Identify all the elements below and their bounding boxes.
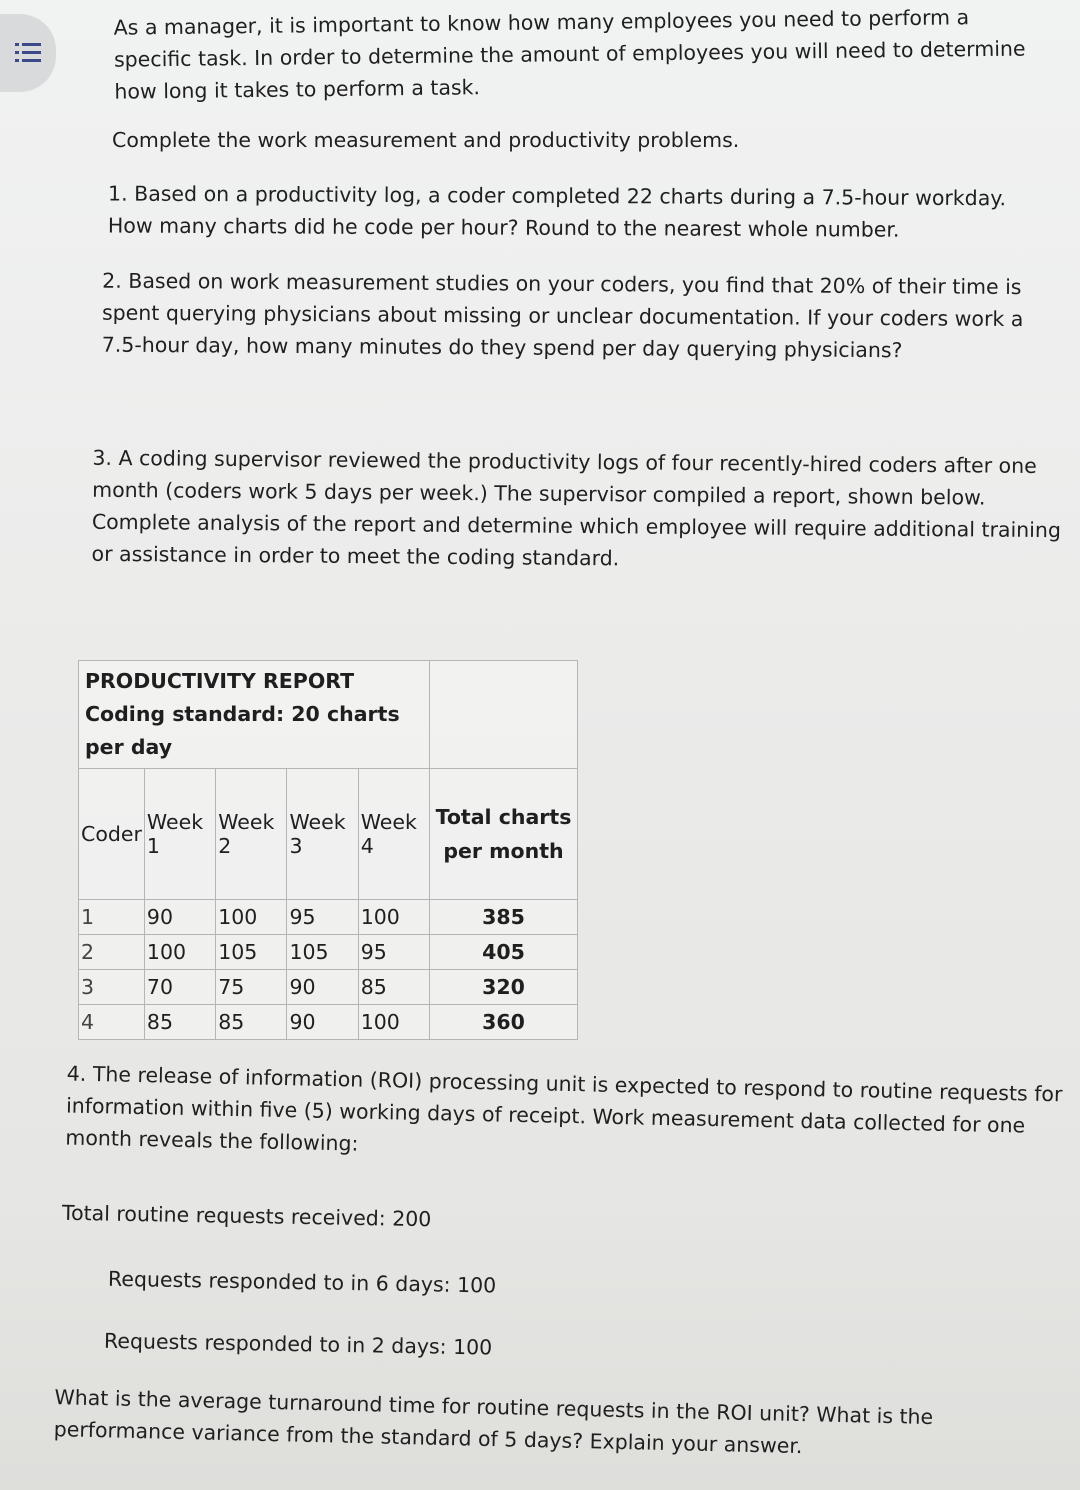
week-cell: 85 [144,1005,215,1040]
week-cell: 105 [216,935,287,970]
menu-button[interactable] [0,14,56,92]
week-cell: 90 [287,1005,358,1040]
report-title: PRODUCTIVITY REPORT [85,669,355,693]
week-cell: 95 [358,935,429,970]
requests-2-days-text: Requests responded to in 2 days: 100 [103,1328,493,1360]
report-header [79,661,430,769]
col-header-week-3: Week 3 [287,769,358,900]
week-cell: 75 [216,970,287,1005]
col-header-total: Total charts per month [429,769,577,900]
coder-cell: 1 [79,900,145,935]
question-2: 2. Based on work measurement studies on your coders, you find that 20% of their time is spent querying physicians about missing or unclear documentation. If your coders work a 7.5-hour day, how many minutes do they spend per day querying physicians? [101,268,1024,363]
week-cell: 100 [216,900,287,935]
list-menu-icon [15,42,41,64]
intro-paragraph: As a manager, it is important to know how many employees you need to perform a specific task. In order to determine the amount of employees you will need to determine how long it takes to perform a task. [113,5,1026,104]
col-header-coder: Coder [79,769,145,900]
week-cell: 100 [358,1005,429,1040]
coder-cell: 2 [79,935,145,970]
question-4: 4. The release of information (ROI) processing unit is expected to respond to routine requests for information within five (5) working days of receipt. Work measurement data collected for one month reveals the following: [65,1061,1063,1156]
col-header-week-2: Week 2 [216,769,287,900]
coder-cell: 4 [79,1005,145,1040]
col-header-week-4: Week 4 [358,769,429,900]
week-cell: 90 [144,900,215,935]
table-row [79,970,578,1005]
total-requests-text: Total routine requests received: 200 [61,1200,432,1232]
week-cell: 90 [287,970,358,1005]
week-cell: 85 [216,1005,287,1040]
week-cell: 85 [358,970,429,1005]
week-cell: 95 [287,900,358,935]
table-row [79,1005,578,1040]
question-1: 1. Based on a productivity log, a coder completed 22 charts during a 7.5-hour workday. How many charts did he code per hour? Round to the nearest whole number. [107,181,1007,242]
coder-cell: 3 [79,970,145,1005]
productivity-report-table [78,660,578,1040]
instruction-text: Complete the work measurement and productivity problems. [112,128,740,152]
total-cell: 385 [429,900,577,935]
total-cell: 320 [429,970,577,1005]
table-row [79,900,578,935]
week-cell: 100 [144,935,215,970]
requests-6-days-text: Requests responded to in 6 days: 100 [107,1266,497,1298]
question-4-prompt: What is the average turnaround time for routine requests in the ROI unit? What is the performance variance from the standard of 5 days? Explain your answer. [53,1385,934,1459]
week-cell: 105 [287,935,358,970]
week-cell: 70 [144,970,215,1005]
question-3: 3. A coding supervisor reviewed the productivity logs of four recently-hired coders after one month (coders work 5 days per week.) The supervisor compiled a report, shown below. Complete analysis of the report and determine which employee will require additional training or assistance in order to meet the coding standard. [91,445,1062,571]
total-cell: 405 [429,935,577,970]
col-header-week-1: Week 1 [144,769,215,900]
week-cell: 100 [358,900,429,935]
total-cell: 360 [429,1005,577,1040]
table-row [79,935,578,970]
blank-header-cell [429,661,577,769]
report-standard: Coding standard: 20 charts per day [85,702,400,759]
